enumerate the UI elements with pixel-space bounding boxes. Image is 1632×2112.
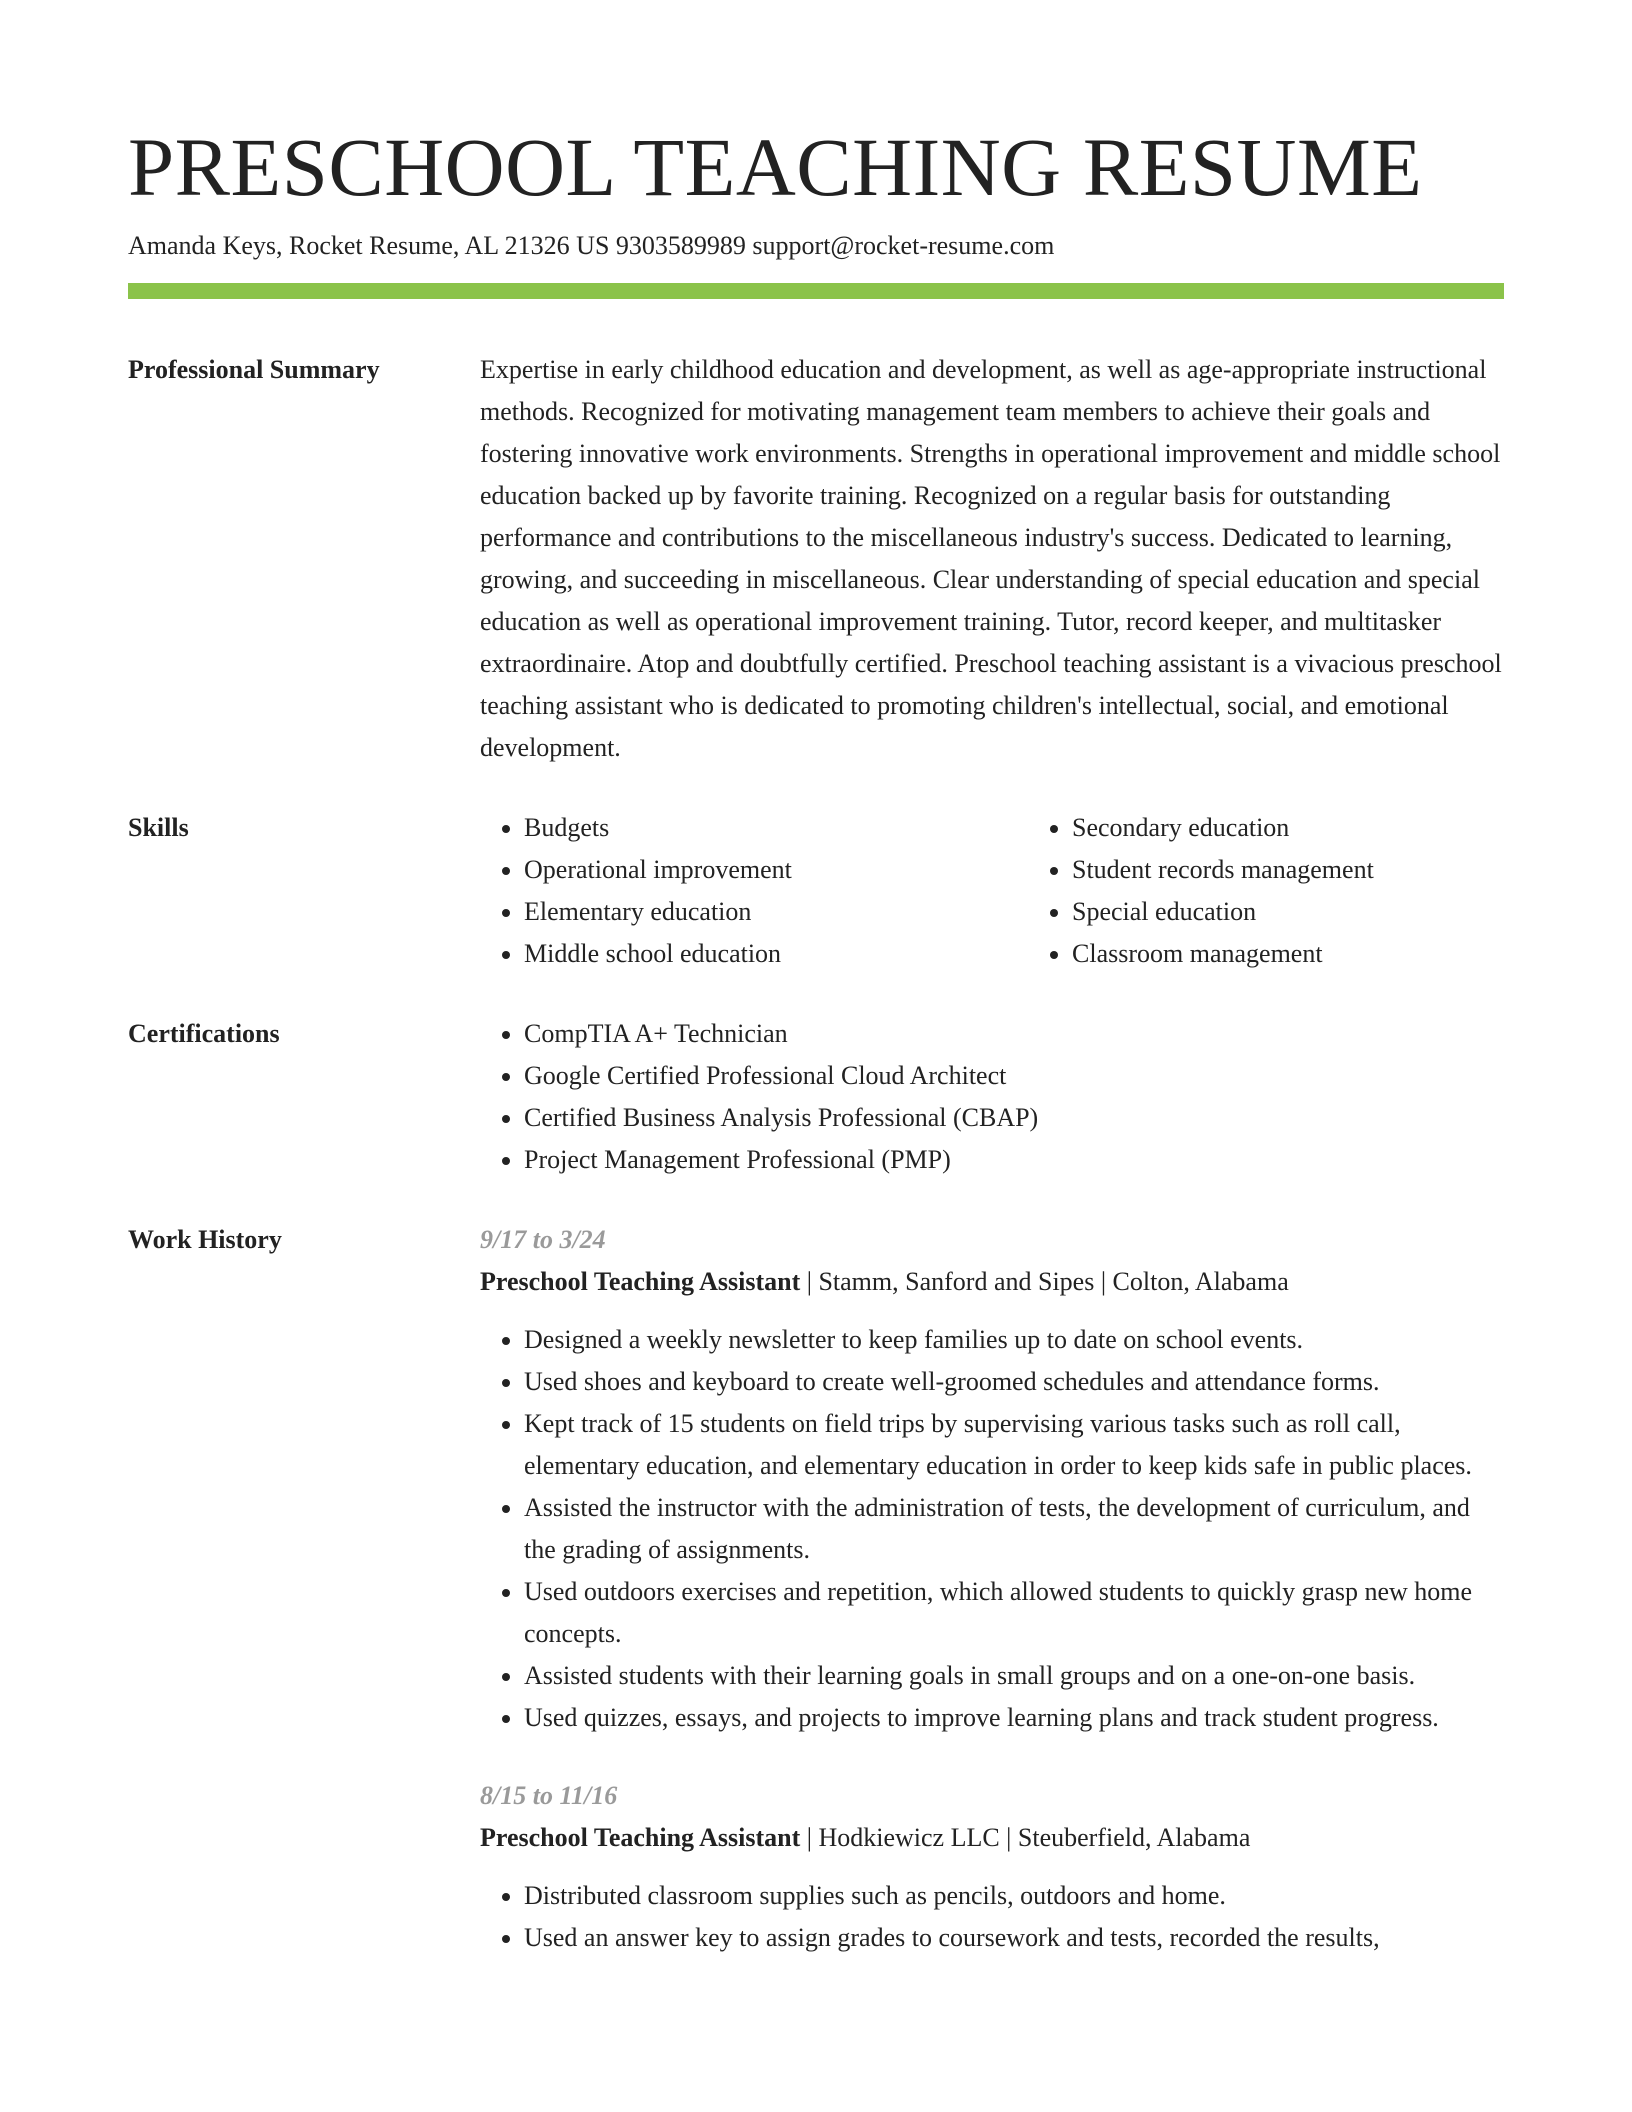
job-bullet: • Used quizzes, essays, and projects to improve learning plans and track student progress. (524, 1697, 1504, 1739)
certifications-label: Certifications (128, 1019, 280, 1049)
job-bullet: • Kept track of 15 students on field trips by supervising various tasks such as roll call, elementary education, and elementary education in order to keep kids safe in public places. (524, 1403, 1504, 1487)
resume-title: PRESCHOOL TEACHING RESUME (128, 121, 1423, 213)
job-bullets (480, 1875, 1504, 1959)
accent-divider (128, 283, 1504, 299)
job-bullet: • Distributed classroom supplies such as pencils, outdoors and home. (524, 1875, 1504, 1917)
job-entry (480, 1219, 1504, 1739)
certification-item: • Google Certified Professional Cloud Architect (524, 1055, 1504, 1097)
work-history-label: Work History (128, 1225, 282, 1255)
job-title: Preschool Teaching Assistant (480, 1823, 801, 1853)
skills-label: Skills (128, 813, 189, 843)
skill-item: • Middle school education (524, 933, 1028, 975)
skill-item: • Elementary education (524, 891, 1028, 933)
skill-item: • Secondary education (1072, 807, 1576, 849)
certification-item: • Project Management Professional (PMP) (524, 1139, 1504, 1181)
job-bullet: • Assisted students with their learning goals in small groups and on a one-on-one basis. (524, 1655, 1504, 1697)
skills-section (128, 807, 1504, 975)
job-heading (480, 1817, 1504, 1859)
resume-page (128, 120, 1504, 1959)
certifications-section (128, 1013, 1504, 1181)
summary-label: Professional Summary (128, 355, 380, 385)
job-details: | Stamm, Sanford and Sipes | Colton, Alabama (800, 1267, 1289, 1297)
job-entry (480, 1775, 1504, 1959)
skill-item: • Classroom management (1072, 933, 1576, 975)
skill-item: • Budgets (524, 807, 1028, 849)
summary-section (128, 349, 1504, 769)
certification-item: • Certified Business Analysis Professional (CBAP) (524, 1097, 1504, 1139)
job-bullet: • Designed a weekly newsletter to keep families up to date on school events. (524, 1319, 1504, 1361)
job-details: | Hodkiewicz LLC | Steuberfield, Alabama (800, 1823, 1251, 1853)
skill-item: • Special education (1072, 891, 1576, 933)
work-history-section (128, 1219, 1504, 1959)
job-bullet: • Used an answer key to assign grades to coursework and tests, recorded the results, (524, 1917, 1504, 1959)
job-bullet: • Used shoes and keyboard to create well-groomed schedules and attendance forms. (524, 1361, 1504, 1403)
job-heading (480, 1261, 1504, 1303)
contact-line: Amanda Keys, Rocket Resume, AL 21326 US 9303589989 support@rocket-resume.com (128, 231, 1055, 261)
summary-text: Expertise in early childhood education and development, as well as age-appropriate instructional methods. Recognized for motivating management team members to achieve their goals and fostering innovative work environments. Strengths in operational improvement and middle school education backed up by favorite training. Recognized on a regular basis for outstanding performance and contributions to the miscellaneous industry's success. Dedicated to learning, growing, and succeeding in miscellaneous. Clear understanding of special education and special education as well as operational improvement training. Tutor, record keeper, and multitasker extraordinaire. Atop and doubtfully certified. Preschool teaching assistant is a vivacious preschool teaching assistant who is dedicated to promoting children's intellectual, social, and emotional development. (480, 355, 1502, 763)
job-bullets (480, 1319, 1504, 1739)
job-bullet: • Used outdoors exercises and repetition, which allowed students to quickly grasp new home concepts. (524, 1571, 1504, 1655)
job-dates: 9/17 to 3/24 (480, 1225, 606, 1255)
certifications-list (480, 1013, 1504, 1181)
skill-item: • Student records management (1072, 849, 1576, 891)
certification-item: • CompTIA A+ Technician (524, 1013, 1504, 1055)
skill-item: • Operational improvement (524, 849, 1028, 891)
job-bullet: • Assisted the instructor with the administration of tests, the development of curriculum, and the grading of assignments. (524, 1487, 1504, 1571)
job-dates: 8/15 to 11/16 (480, 1781, 618, 1811)
skills-list-left (480, 807, 1028, 975)
skills-list-right (1028, 807, 1576, 975)
job-title: Preschool Teaching Assistant (480, 1267, 801, 1297)
